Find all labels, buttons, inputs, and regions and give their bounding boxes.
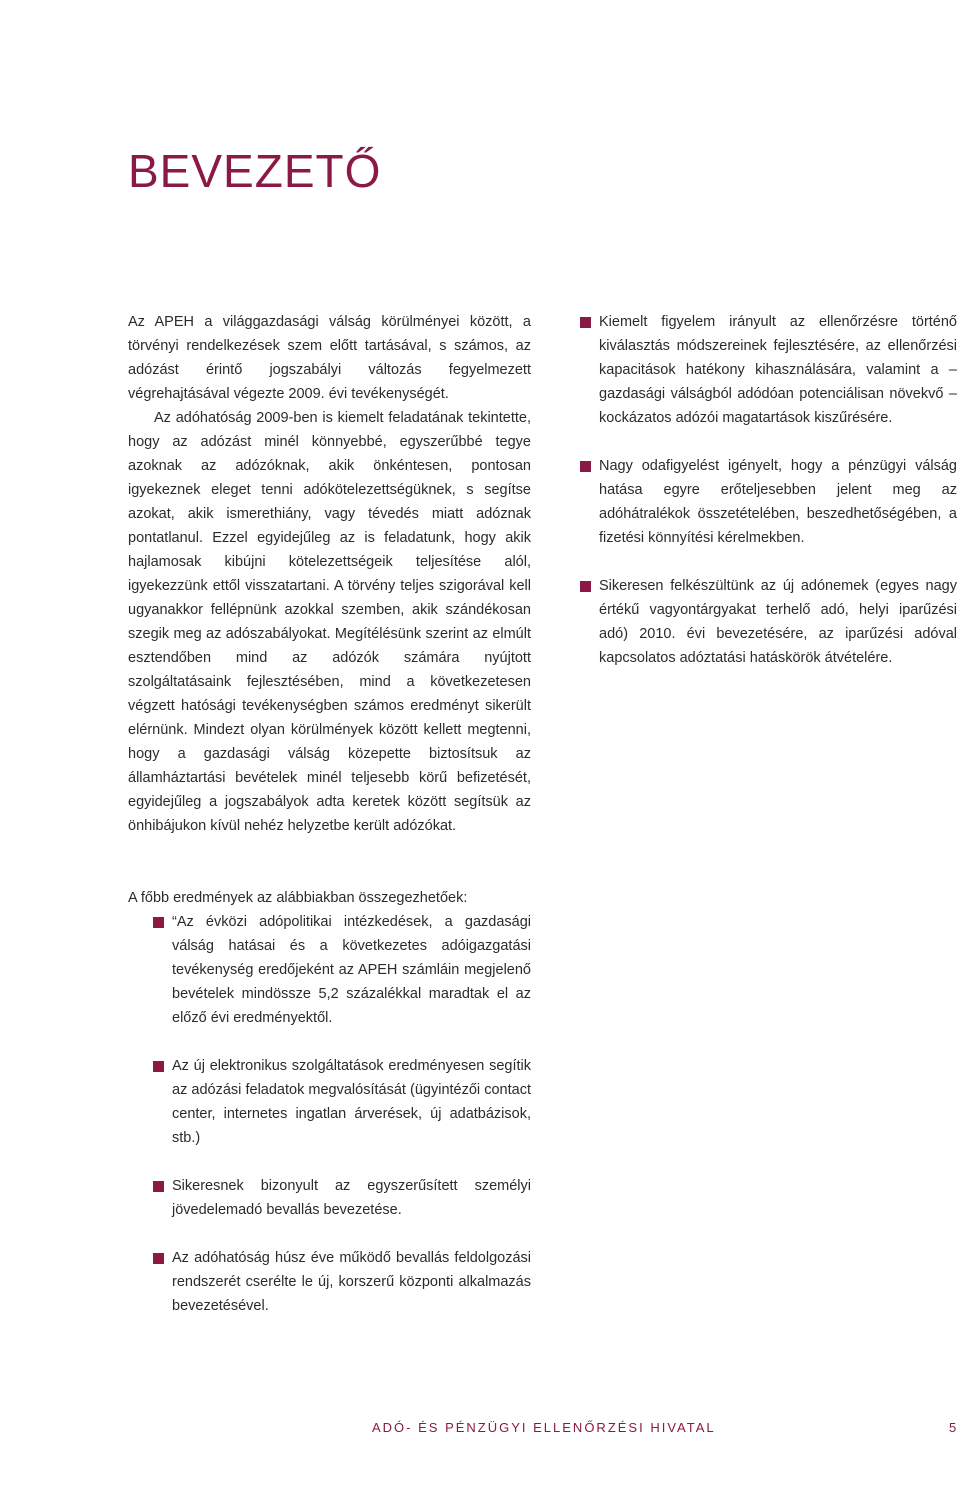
list-item (580, 310, 957, 430)
square-bullet-icon (580, 461, 591, 472)
list-item (153, 1246, 531, 1318)
page-title: BEVEZETŐ (128, 145, 382, 197)
square-bullet-icon (580, 317, 591, 328)
square-bullet-icon (153, 1253, 164, 1264)
list-item (153, 910, 531, 1030)
list-item (580, 574, 957, 670)
list-item-text: “Az évközi adópolitikai intézkedések, a gazdasági válság hatásai és a következetes adóigazgatási tevékenység eredőjeként az APEH számláin megjelenő bevételek mindössze 5,2 százalékkal maradtak el az előző évi eredményektől. (172, 914, 531, 1026)
page-footer (0, 1420, 960, 1444)
intro-paragraph: Az APEH a világgazdasági válság körülményei között, a törvényi rendelkezések szem előtt tartásával, s számos, az adózást érintő jogszabályi változás fegyelmezett végrehajtásával végezte 2009. évi tevékenységét. (128, 314, 531, 402)
square-bullet-icon (153, 917, 164, 928)
list-item (153, 1174, 531, 1222)
list-item (580, 454, 957, 550)
square-bullet-icon (580, 581, 591, 592)
left-column (128, 310, 531, 838)
square-bullet-icon (153, 1181, 164, 1192)
list-item-text: Nagy odafigyelést igényelt, hogy a pénzügyi válság hatása egyre erőteljesebben jelent meg az adóhátralékok összetételében, beszedhetőségében, a fizetési könnyítési kérelmekben. (599, 458, 957, 546)
square-bullet-icon (153, 1061, 164, 1072)
list-item (153, 1054, 531, 1150)
summary-intro: A főbb eredmények az alábbiakban összegezhetőek: (128, 890, 468, 906)
summary-list (153, 910, 531, 1342)
right-column (580, 310, 957, 694)
list-item-text: Sikeresen felkészültünk az új adónemek (egyes nagy értékű vagyontárgyakat terhelő adó, helyi iparűzési adó) 2010. évi bevezetésére, az iparűzési adóval kapcsolatos adóztatási hatáskörök átvételére. (599, 578, 957, 666)
page-number: 5 (949, 1420, 957, 1435)
list-item-text: Az adóhatóság húsz éve működő bevallás feldolgozási rendszerét cserélte le új, korszerű központi alkalmazás bevezetésével. (172, 1250, 531, 1314)
list-item-text: Sikeresnek bizonyult az egyszerűsített személyi jövedelemadó bevallás bevezetése. (172, 1178, 531, 1218)
body-paragraph: Az adóhatóság 2009-ben is kiemelt feladatának tekintette, hogy az adózást minél könnyebbé, egyszerűbbé tegye azoknak az adózóknak, akik önkéntesen, pontosan igyekeznek eleget tenni adókötelezettségüknek, s segítse azokat, akik ismerethiány, vagy tévedés miatt adóznak pontatlanul. Ezzel egyidejűleg az is feladatunk, hogy akik hajlamosak kibújni kötelezettségeik teljesítése alól, igyekezzünk ettől visszatartani. A törvény teljes szigorával kell ugyanakkor fellépnünk azokkal szemben, akik szándékosan szegik meg az adószabályokat. Megítélésünk szerint az elmúlt esztendőben mind az adózók számára nyújtott szolgáltatásaink fejlesztésében, mind a következetesen végzett hatósági tevékenységben számos eredményt sikerült elérnünk. Mindezt olyan körülmények között kellett megtenni, hogy a gazdasági válság közepette biztosítsuk az államháztartási bevételek minél teljesebb körű befizetését, egyidejűleg a jogszabályok adta keretek között segítsük az önhibájukon kívül nehéz helyzetbe került adózókat. (128, 410, 531, 834)
list-item-text: Az új elektronikus szolgáltatások eredményesen segítik az adózási feladatok megvalósítását (ügyintézői contact center, internetes ingatlan árverések, új adatbázisok, stb.) (172, 1058, 531, 1146)
footer-organization: ADÓ- ÉS PÉNZÜGYI ELLENŐRZÉSI HIVATAL (372, 1420, 716, 1435)
list-item-text: Kiemelt figyelem irányult az ellenőrzésre történő kiválasztás módszereinek fejlesztésére, az ellenőrzési kapacitások hatékony kihasználására, valamint a – gazdasági válságból adódóan potenciálisan növekvő – kockázatos adózói magatartások kiszűrésére. (599, 314, 957, 426)
